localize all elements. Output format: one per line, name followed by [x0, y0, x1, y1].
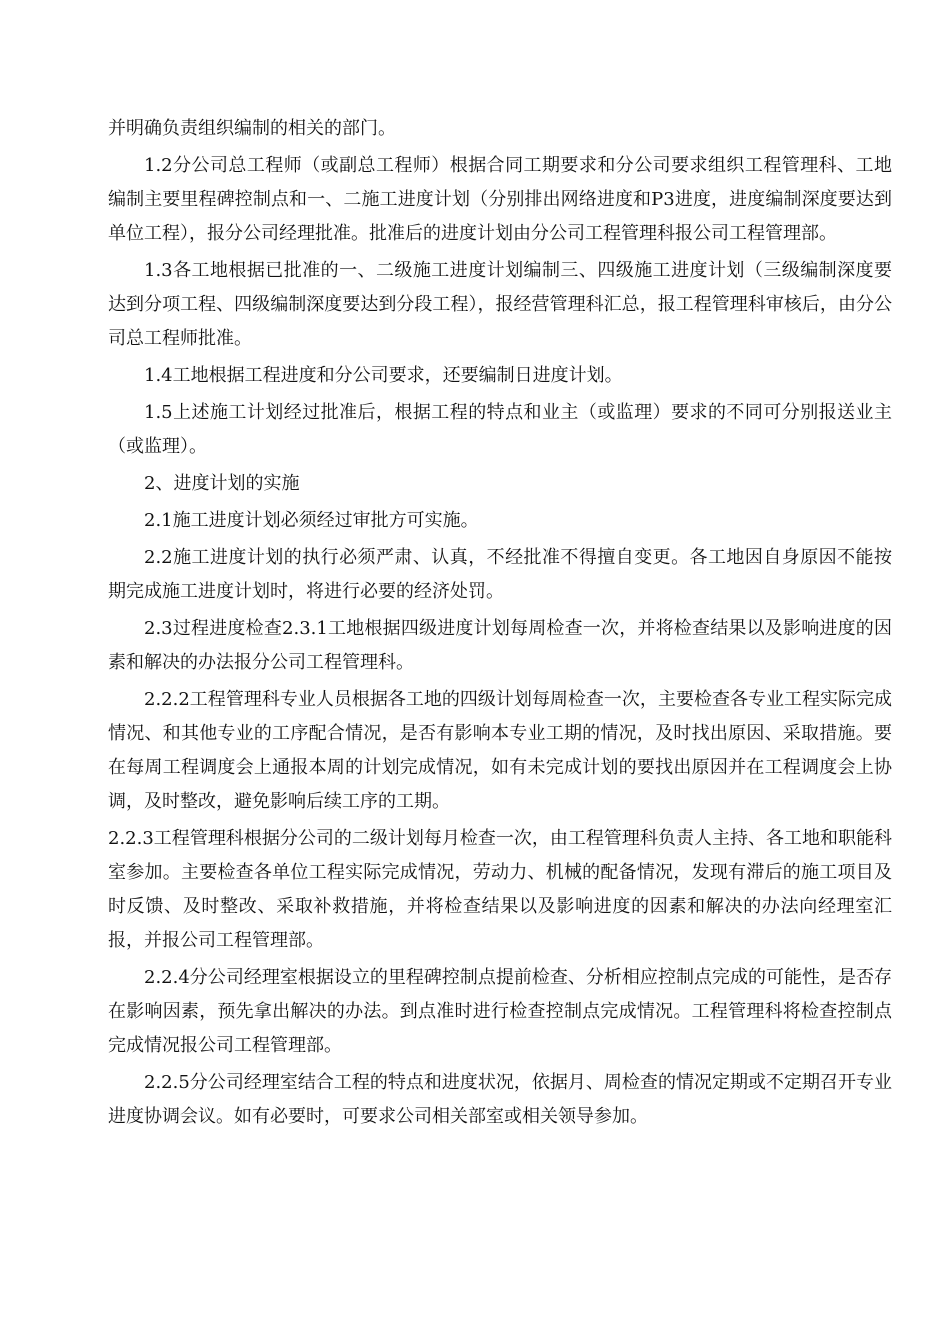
paragraph-7: 2.1施工进度计划必须经过审批方可实施。 — [144, 510, 479, 531]
paragraph-3: 1.3各工地根据已批准的一、二级施工进度计划编制三、四级施工进度计划（三级编制深度要达到分项工程、四级编制深度要达到分段工程），报经营管理科汇总，报工程管理科审核后，由分公司总工程师批准。 — [108, 260, 892, 349]
paragraph-5: 1.5上述施工计划经过批准后，根据工程的特点和业主（或监理）要求的不同可分别报送业主（或监理）。 — [108, 402, 892, 457]
document-body — [108, 112, 892, 1137]
paragraph-2: 1.2分公司总工程师（或副总工程师）根据合同工期要求和分公司要求组织工程管理科、工地编制主要里程碑控制点和一、二施工进度计划（分别排出网络进度和P3进度，进度编制深度要达到单位工程），报分公司经理批准。批准后的进度计划由分公司工程管理科报公司工程管理部。 — [108, 155, 892, 244]
paragraph-1: 并明确负责组织编制的相关的部门。 — [108, 118, 396, 139]
paragraph-10: 2.2.2工程管理科专业人员根据各工地的四级计划每周检查一次，主要检查各专业工程实际完成情况、和其他专业的工序配合情况，是否有影响本专业工期的情况，及时找出原因、采取措施。要在每周工程调度会上通报本周的计划完成情况，如有未完成计划的要找出原因并在工程调度会上协调，及时整改，避免影响后续工序的工期。 — [108, 689, 892, 812]
paragraph-9: 2.3过程进度检查2.3.1工地根据四级进度计划每周检查一次，并将检查结果以及影响进度的因素和解决的办法报分公司工程管理科。 — [108, 618, 892, 673]
section-heading-2: 2、进度计划的实施 — [144, 473, 300, 494]
paragraph-4: 1.4工地根据工程进度和分公司要求，还要编制日进度计划。 — [144, 365, 623, 386]
paragraph-12: 2.2.4分公司经理室根据设立的里程碑控制点提前检查、分析相应控制点完成的可能性，是否存在影响因素，预先拿出解决的办法。到点准时进行检查控制点完成情况。工程管理科将检查控制点完成情况报公司工程管理部。 — [108, 967, 892, 1056]
paragraph-8: 2.2施工进度计划的执行必须严肃、认真，不经批准不得擅自变更。各工地因自身原因不能按期完成施工进度计划时，将进行必要的经济处罚。 — [108, 547, 892, 602]
paragraph-13: 2.2.5分公司经理室结合工程的特点和进度状况，依据月、周检查的情况定期或不定期召开专业进度协调会议。如有必要时，可要求公司相关部室或相关领导参加。 — [108, 1072, 892, 1127]
paragraph-11: 2.2.3工程管理科根据分公司的二级计划每月检查一次，由工程管理科负责人主持、各工地和职能科室参加。主要检查各单位工程实际完成情况，劳动力、机械的配备情况，发现有滞后的施工项目及时反馈、及时整改、采取补救措施，并将检查结果以及影响进度的因素和解决的办法向经理室汇报，并报公司工程管理部。 — [108, 828, 892, 951]
